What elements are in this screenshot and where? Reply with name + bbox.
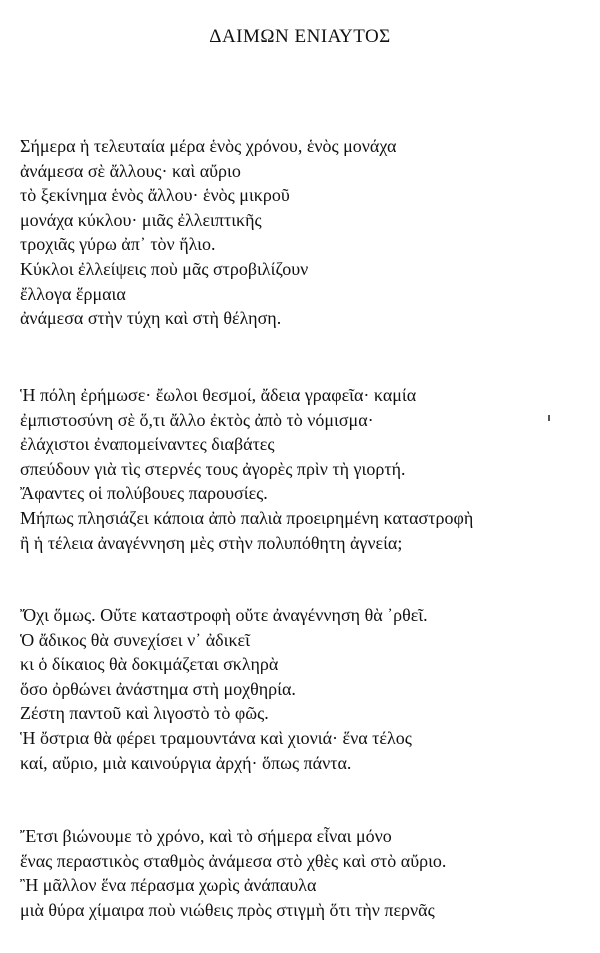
poem-line: Κύκλοι ἐλλείψεις ποὺ μᾶς στροβιλίζουν bbox=[20, 258, 309, 279]
poem-line: Μήπως πλησιάζει κάποια ἀπὸ παλιὰ προειρημένη καταστροφὴ bbox=[20, 507, 474, 528]
poem-line: τροχιᾶς γύρω ἀπ᾽ τὸν ἥλιο. bbox=[20, 234, 216, 255]
poem-line: καί, αὔριο, μιὰ καινούργια ἀρχή· ὅπως πάντα. bbox=[20, 752, 352, 773]
poem-line: Σήμερα ἡ τελευταία μέρα ἑνὸς χρόνου, ἑνὸς μονάχα bbox=[20, 136, 397, 156]
poem-line: κι ὁ δίκαιος θὰ δοκιμάζεται σκληρὰ bbox=[20, 654, 279, 675]
poem-line: μονάχα κύκλου· μιᾶς ἐλλειπτικῆς bbox=[20, 209, 262, 230]
poem-line: Ἢ μᾶλλον ἕνα πέρασμα χωρὶς ἀνάπαυλα bbox=[20, 875, 317, 896]
poem-line: σπεύδουν γιὰ τὶς στερνές τους ἀγορὲς πρὶν τὴ γιορτή. bbox=[20, 458, 406, 479]
stanza-2 bbox=[20, 383, 590, 555]
poem-title: ΔΑΙΜΩΝ ΕΝΙΑΥΤΟΣ bbox=[209, 26, 391, 47]
poem-line: ἔλλογα ἕρμαια bbox=[20, 283, 126, 304]
poem-line: Ἡ ὄστρια θὰ φέρει τραμουντάνα καὶ χιονιά· ἕνα τέλος bbox=[20, 727, 412, 748]
stanza-3 bbox=[20, 603, 590, 775]
stanza-4 bbox=[20, 824, 590, 922]
poem-line: μιὰ θύρα χίμαιρα ποὺ νιώθεις πρὸς στιγμὴ ὅτι τὴν περνᾶς bbox=[20, 899, 435, 920]
stanza-1 bbox=[20, 134, 590, 331]
poem-line: ὅσο ὀρθώνει ἀνάστημα στὴ μοχθηρία. bbox=[20, 678, 296, 699]
poem-line: ἐλάχιστοι ἐναπομείναντες διαβάτες bbox=[20, 434, 275, 455]
poem-line: Ζέστη παντοῦ καὶ λιγοστὸ τὸ φῶς. bbox=[20, 703, 269, 724]
poem-line: ἀνάμεσα σὲ ἄλλους· καὶ αὔριο bbox=[20, 160, 241, 181]
poem-line: Ἄφαντες οἱ πολύβουες παρουσίες. bbox=[20, 483, 268, 504]
poem-line: Ἔτσι βιώνουμε τὸ χρόνο, καὶ τὸ σήμερα εἶναι μόνο bbox=[20, 826, 392, 846]
poem-line: Ὁ ἄδικος θὰ συνεχίσει ν᾽ ἀδικεῖ bbox=[20, 629, 250, 650]
poem-line: ἢ ἡ τέλεια ἀναγέννηση μὲς στὴν πολυπόθητη ἀγνεία; bbox=[20, 532, 403, 553]
poem-line: Ὄχι ὅμως. Οὔτε καταστροφὴ οὔτε ἀναγέννηση θὰ ᾽ρθεῖ. bbox=[20, 605, 428, 625]
poem-line: τὸ ξεκίνημα ἑνὸς ἄλλου· ἑνὸς μικροῦ bbox=[20, 185, 290, 206]
poem-line: Ἡ πόλη ἐρήμωσε· ἔωλοι θεσμοί, ἄδεια γραφεῖα· καμία bbox=[20, 385, 417, 405]
scan-speck bbox=[548, 415, 550, 421]
poem-line: ἕνας περαστικὸς σταθμὸς ἀνάμεσα στὸ χθὲς καὶ στὸ αὔριο. bbox=[20, 850, 447, 871]
poem-line: ἀνάμεσα στὴν τύχη καὶ στὴ θέληση. bbox=[20, 308, 282, 329]
poem-line: ἐμπιστοσύνη σὲ ὅ,τι ἄλλο ἐκτὸς ἀπὸ τὸ νόμισμα· bbox=[20, 409, 374, 430]
